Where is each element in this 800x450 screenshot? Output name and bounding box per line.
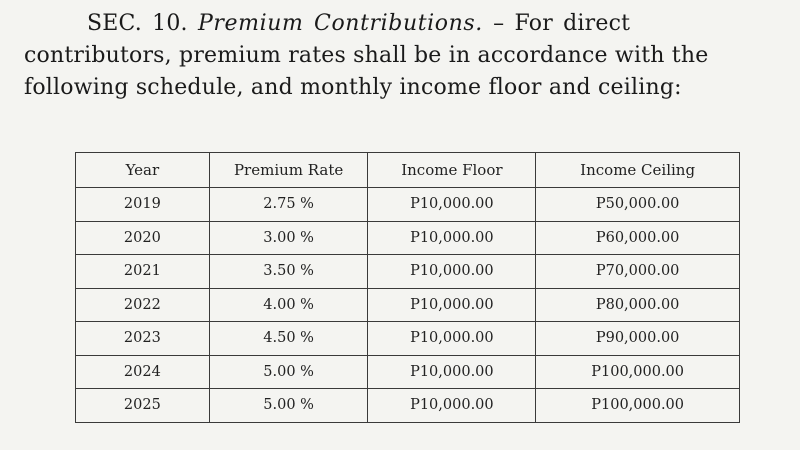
cell-year: 2025: [76, 389, 210, 423]
table-header-row: [76, 153, 740, 188]
cell-income-floor: P10,000.00: [368, 355, 536, 389]
table-row: [76, 188, 740, 222]
cell-income-ceiling: P100,000.00: [536, 355, 740, 389]
cell-premium-rate: 3.00 %: [209, 221, 368, 255]
header-income-ceiling: Income Ceiling: [536, 153, 740, 188]
table-row: [76, 221, 740, 255]
cell-income-ceiling: P50,000.00: [536, 188, 740, 222]
cell-premium-rate: 5.00 %: [209, 355, 368, 389]
section-dash: –: [493, 11, 505, 36]
table-row: [76, 255, 740, 289]
cell-premium-rate: 2.75 %: [209, 188, 368, 222]
cell-income-ceiling: P100,000.00: [536, 389, 740, 423]
table-row: [76, 322, 740, 356]
cell-income-floor: P10,000.00: [368, 188, 536, 222]
cell-income-floor: P10,000.00: [368, 221, 536, 255]
cell-income-floor: P10,000.00: [368, 288, 536, 322]
premium-schedule-table-container: [75, 152, 740, 423]
section-paragraph: [24, 8, 780, 104]
table-row: [76, 355, 740, 389]
paragraph-line-1: [24, 8, 780, 40]
cell-income-ceiling: P70,000.00: [536, 255, 740, 289]
cell-income-ceiling: P60,000.00: [536, 221, 740, 255]
section-heading: Premium Contributions.: [197, 11, 483, 36]
cell-year: 2024: [76, 355, 210, 389]
cell-income-floor: P10,000.00: [368, 322, 536, 356]
cell-year: 2020: [76, 221, 210, 255]
cell-premium-rate: 4.00 %: [209, 288, 368, 322]
header-year: Year: [76, 153, 210, 188]
table-row: [76, 288, 740, 322]
section-text-line-1: For direct: [514, 11, 631, 36]
cell-year: 2022: [76, 288, 210, 322]
cell-income-floor: P10,000.00: [368, 389, 536, 423]
cell-year: 2021: [76, 255, 210, 289]
cell-year: 2023: [76, 322, 210, 356]
header-income-floor: Income Floor: [368, 153, 536, 188]
header-premium-rate: Premium Rate: [209, 153, 368, 188]
cell-premium-rate: 4.50 %: [209, 322, 368, 356]
section-number: SEC. 10.: [87, 11, 188, 36]
premium-schedule-table: [75, 152, 740, 423]
cell-income-ceiling: P80,000.00: [536, 288, 740, 322]
table-row: [76, 389, 740, 423]
paragraph-line-3: following schedule, and monthly income floor and ceiling:: [24, 75, 682, 100]
cell-income-floor: P10,000.00: [368, 255, 536, 289]
cell-income-ceiling: P90,000.00: [536, 322, 740, 356]
cell-premium-rate: 3.50 %: [209, 255, 368, 289]
paragraph-line-2: contributors, premium rates shall be in accordance with the: [24, 43, 709, 68]
cell-year: 2019: [76, 188, 210, 222]
cell-premium-rate: 5.00 %: [209, 389, 368, 423]
